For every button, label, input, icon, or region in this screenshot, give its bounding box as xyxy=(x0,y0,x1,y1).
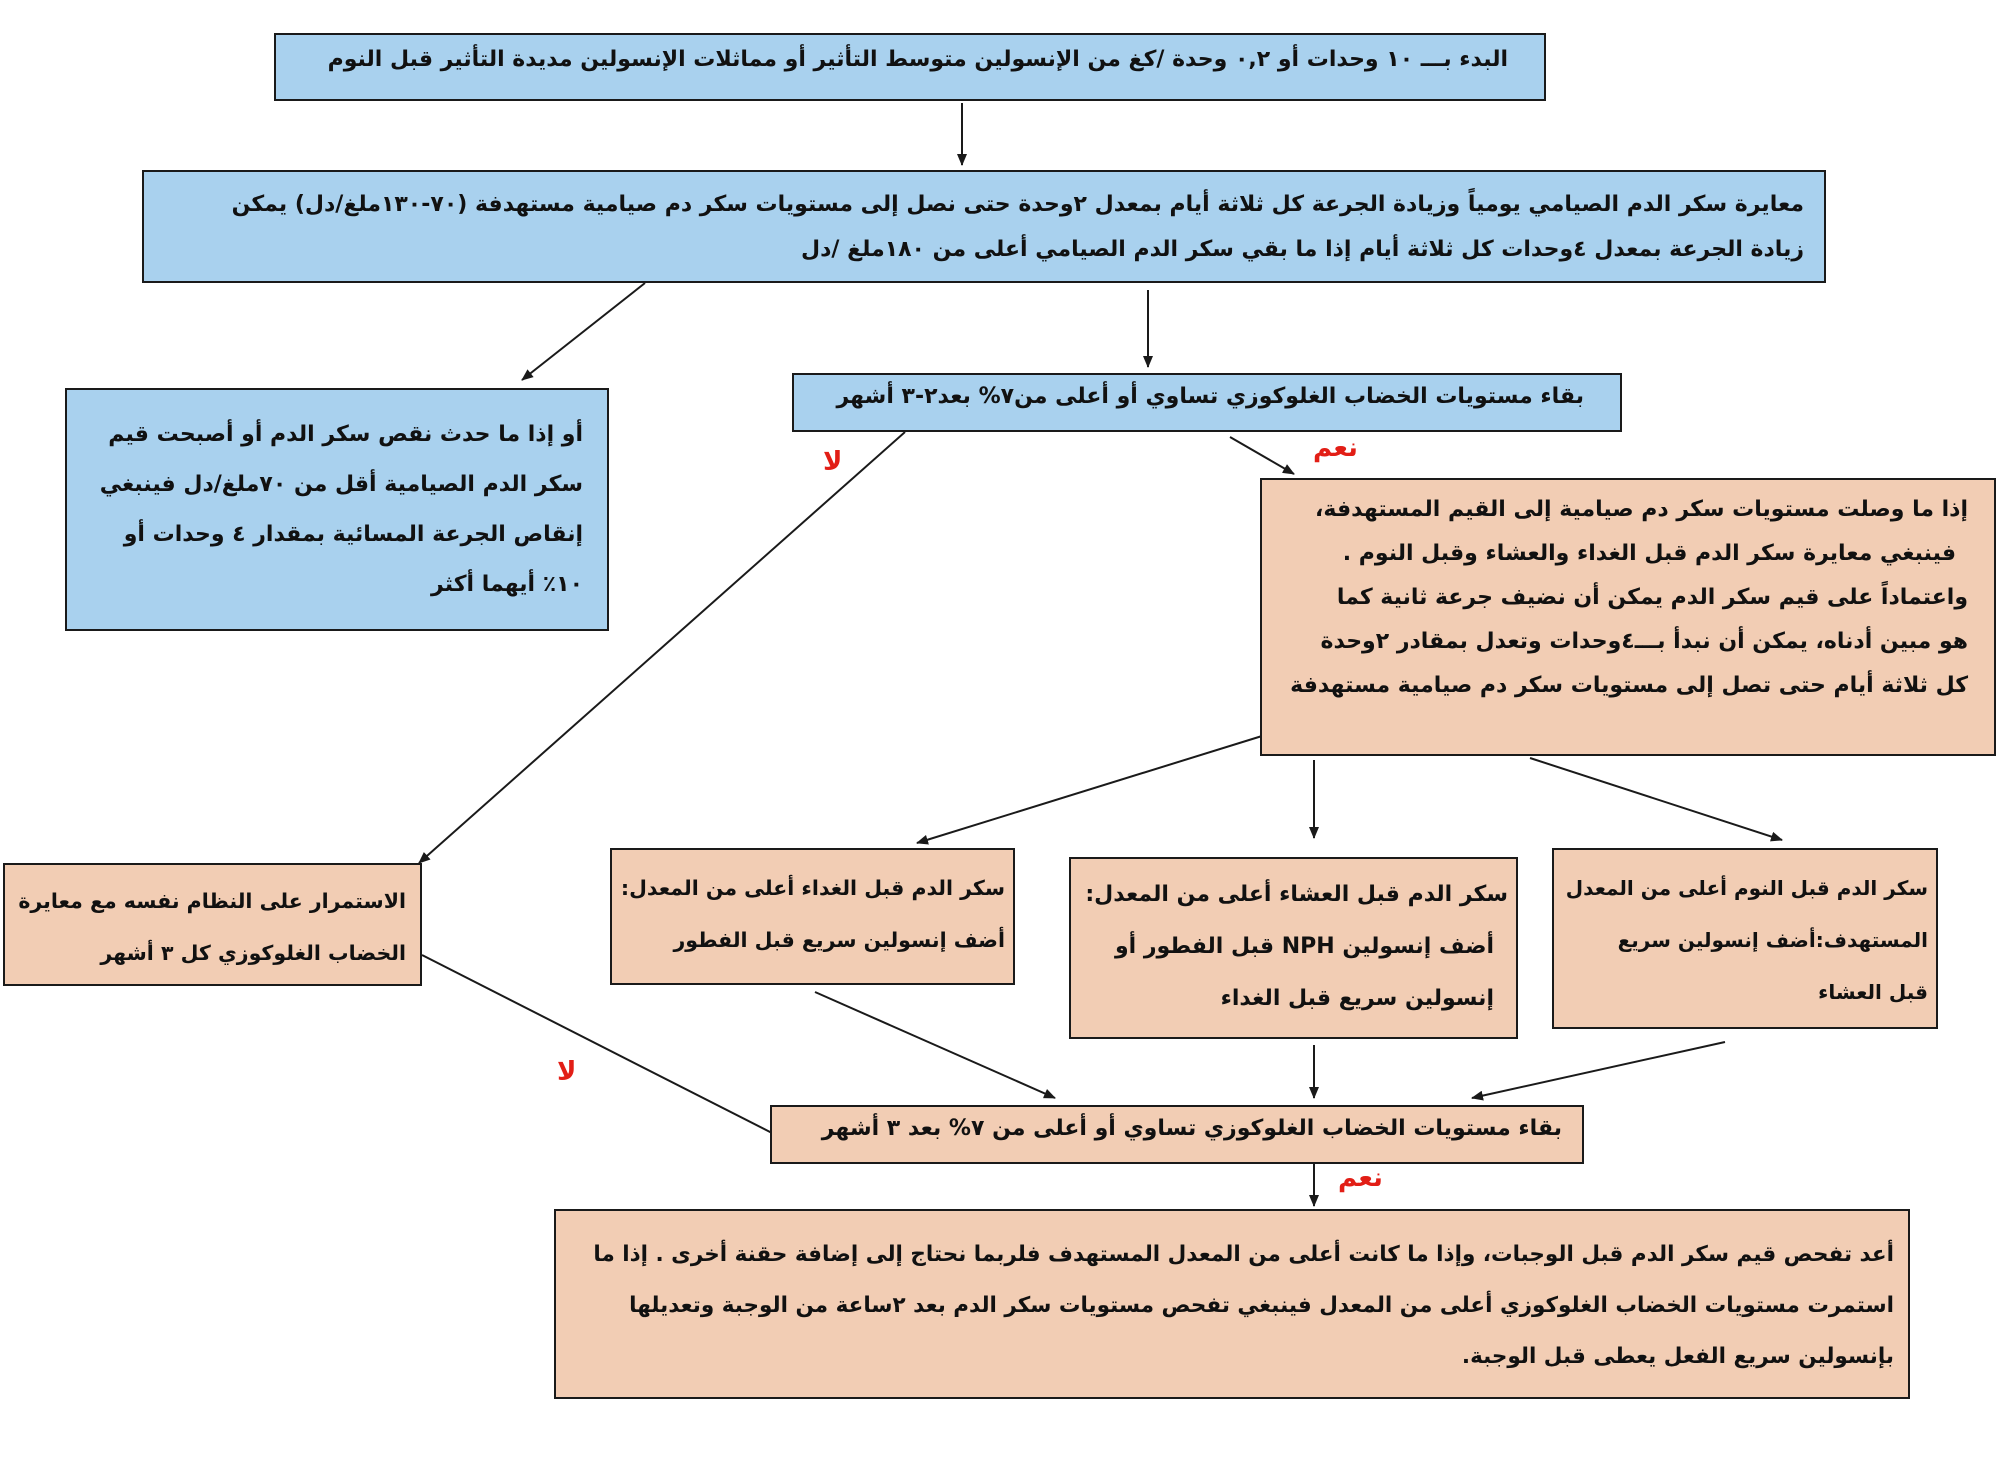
arrow-reached-to-lunch xyxy=(917,736,1262,843)
titrate-line-2: زيادة الجرعة بمعدل ٤وحدات كل ثلاثة أيام إذا ما بقي سكر الدم الصيامي أعلى من ١٨٠ملغ /دل xyxy=(801,237,1804,262)
dinner-box xyxy=(1069,857,1518,1039)
titrate-box xyxy=(142,170,1826,283)
bedtime-line-3: قبل العشاء xyxy=(1818,980,1928,1004)
continue-box xyxy=(3,863,422,986)
recheck-line-2: استمرت مستويات الخضاب الغلوكوزي أعلى من المعدل فينبغي تفحص مستويات سكر الدم بعد ٢ساعة من الوجبة وتعديلها xyxy=(629,1293,1894,1318)
reached-line-2: فينبغي معايرة سكر الدم قبل الغداء والعشاء وقبل النوم . xyxy=(1342,541,1956,566)
hypo-line-3: إنقاص الجرعة المسائية بمقدار ٤ وحدات أو xyxy=(123,522,583,547)
titrate-line-1: معايرة سكر الدم الصيامي يومياً وزيادة الجرعة كل ثلاثة أيام بمعدل ٢وحدة حتى نصل إلى مستويات سكر دم صيامية مستهدفة (٧٠-١٣٠ملغ/دل) يمكن xyxy=(231,192,1804,217)
hypo-line-4: ١٠٪ أيهما أكثر xyxy=(431,572,583,597)
recheck-box xyxy=(554,1209,1910,1399)
lunch-line-1: سكر الدم قبل الغداء أعلى من المعدل: xyxy=(620,876,1005,900)
hba1c-1-line-1: بقاء مستويات الخضاب الغلوكوزي تساوي أو أعلى من٧% بعد٢-٣ أشهر xyxy=(836,384,1584,409)
hypo-box xyxy=(65,388,609,631)
reached-line-1: إذا ما وصلت مستويات سكر دم صيامية إلى القيم المستهدفة، xyxy=(1315,497,1968,522)
label-yes-2: نعم xyxy=(1338,1163,1383,1193)
hypo-line-2: سكر الدم الصيامية أقل من ٧٠ملغ/دل فينبغي xyxy=(99,472,583,497)
bedtime-line-2: المستهدف:أضف إنسولين سريع xyxy=(1617,928,1928,952)
start-line-1: البدء بـــ ١٠ وحدات أو ٠,٢ وحدة /كغ من الإنسولين متوسط التأثير أو مماثلات الإنسولين مديدة التأثير قبل النوم xyxy=(327,47,1508,72)
continue-line-2: الخضاب الغلوكوزي كل ٣ أشهر xyxy=(100,941,406,965)
hypo-line-1: أو إذا ما حدث نقص سكر الدم أو أصبحت قيم xyxy=(108,422,583,447)
dinner-line-1: سكر الدم قبل العشاء أعلى من المعدل: xyxy=(1085,882,1508,907)
bedtime-box xyxy=(1552,848,1938,1029)
arrow-hba1c-yes-to-reached xyxy=(1230,437,1294,474)
arrow-titrate-to-hypo xyxy=(522,283,645,380)
arrow-bedtime-to-hba1c2 xyxy=(1472,1042,1725,1098)
start-box xyxy=(274,33,1546,101)
recheck-line-1: أعد تفحص قيم سكر الدم قبل الوجبات، وإذا ما كانت أعلى من المعدل المستهدف فلربما نحتاج إلى إضافة حقنة أخرى . إذا ما xyxy=(593,1242,1894,1267)
recheck-line-3: بإنسولين سريع الفعل يعطى قبل الوجبة. xyxy=(1461,1344,1894,1369)
hba1c-box-2 xyxy=(770,1105,1584,1164)
bedtime-line-1: سكر الدم قبل النوم أعلى من المعدل xyxy=(1565,876,1928,900)
hba1c-box-1 xyxy=(792,373,1622,432)
dinner-line-2: أضف إنسولين NPH قبل الفطور أو xyxy=(1114,934,1494,959)
hba1c-2-line-1: بقاء مستويات الخضاب الغلوكوزي تساوي أو أعلى من ٧% بعد ٣ أشهر xyxy=(821,1116,1562,1141)
reached-line-4: هو مبين أدناه، يمكن أن نبدأ بـــ٤وحدات وتعدل بمقادر ٢وحدة xyxy=(1320,629,1968,654)
continue-line-1: الاستمرار على النظام نفسه مع معايرة xyxy=(18,889,406,913)
reached-box xyxy=(1260,478,1996,756)
lunch-line-2: أضف إنسولين سريع قبل الفطور xyxy=(673,928,1005,952)
label-no-1: لا xyxy=(823,447,843,477)
reached-line-5: كل ثلاثة أيام حتى تصل إلى مستويات سكر دم صيامية مستهدفة xyxy=(1290,673,1968,698)
reached-line-3: واعتماداً على قيم سكر الدم يمكن أن نضيف جرعة ثانية كما xyxy=(1336,585,1968,610)
lunch-box xyxy=(610,848,1015,985)
arrow-reached-to-bedtime xyxy=(1530,758,1782,840)
label-no-2: لا xyxy=(557,1057,577,1087)
dinner-line-3: إنسولين سريع قبل الغداء xyxy=(1220,986,1494,1011)
arrow-lunch-to-hba1c2 xyxy=(815,992,1055,1098)
label-yes-1: نعم xyxy=(1313,433,1358,463)
